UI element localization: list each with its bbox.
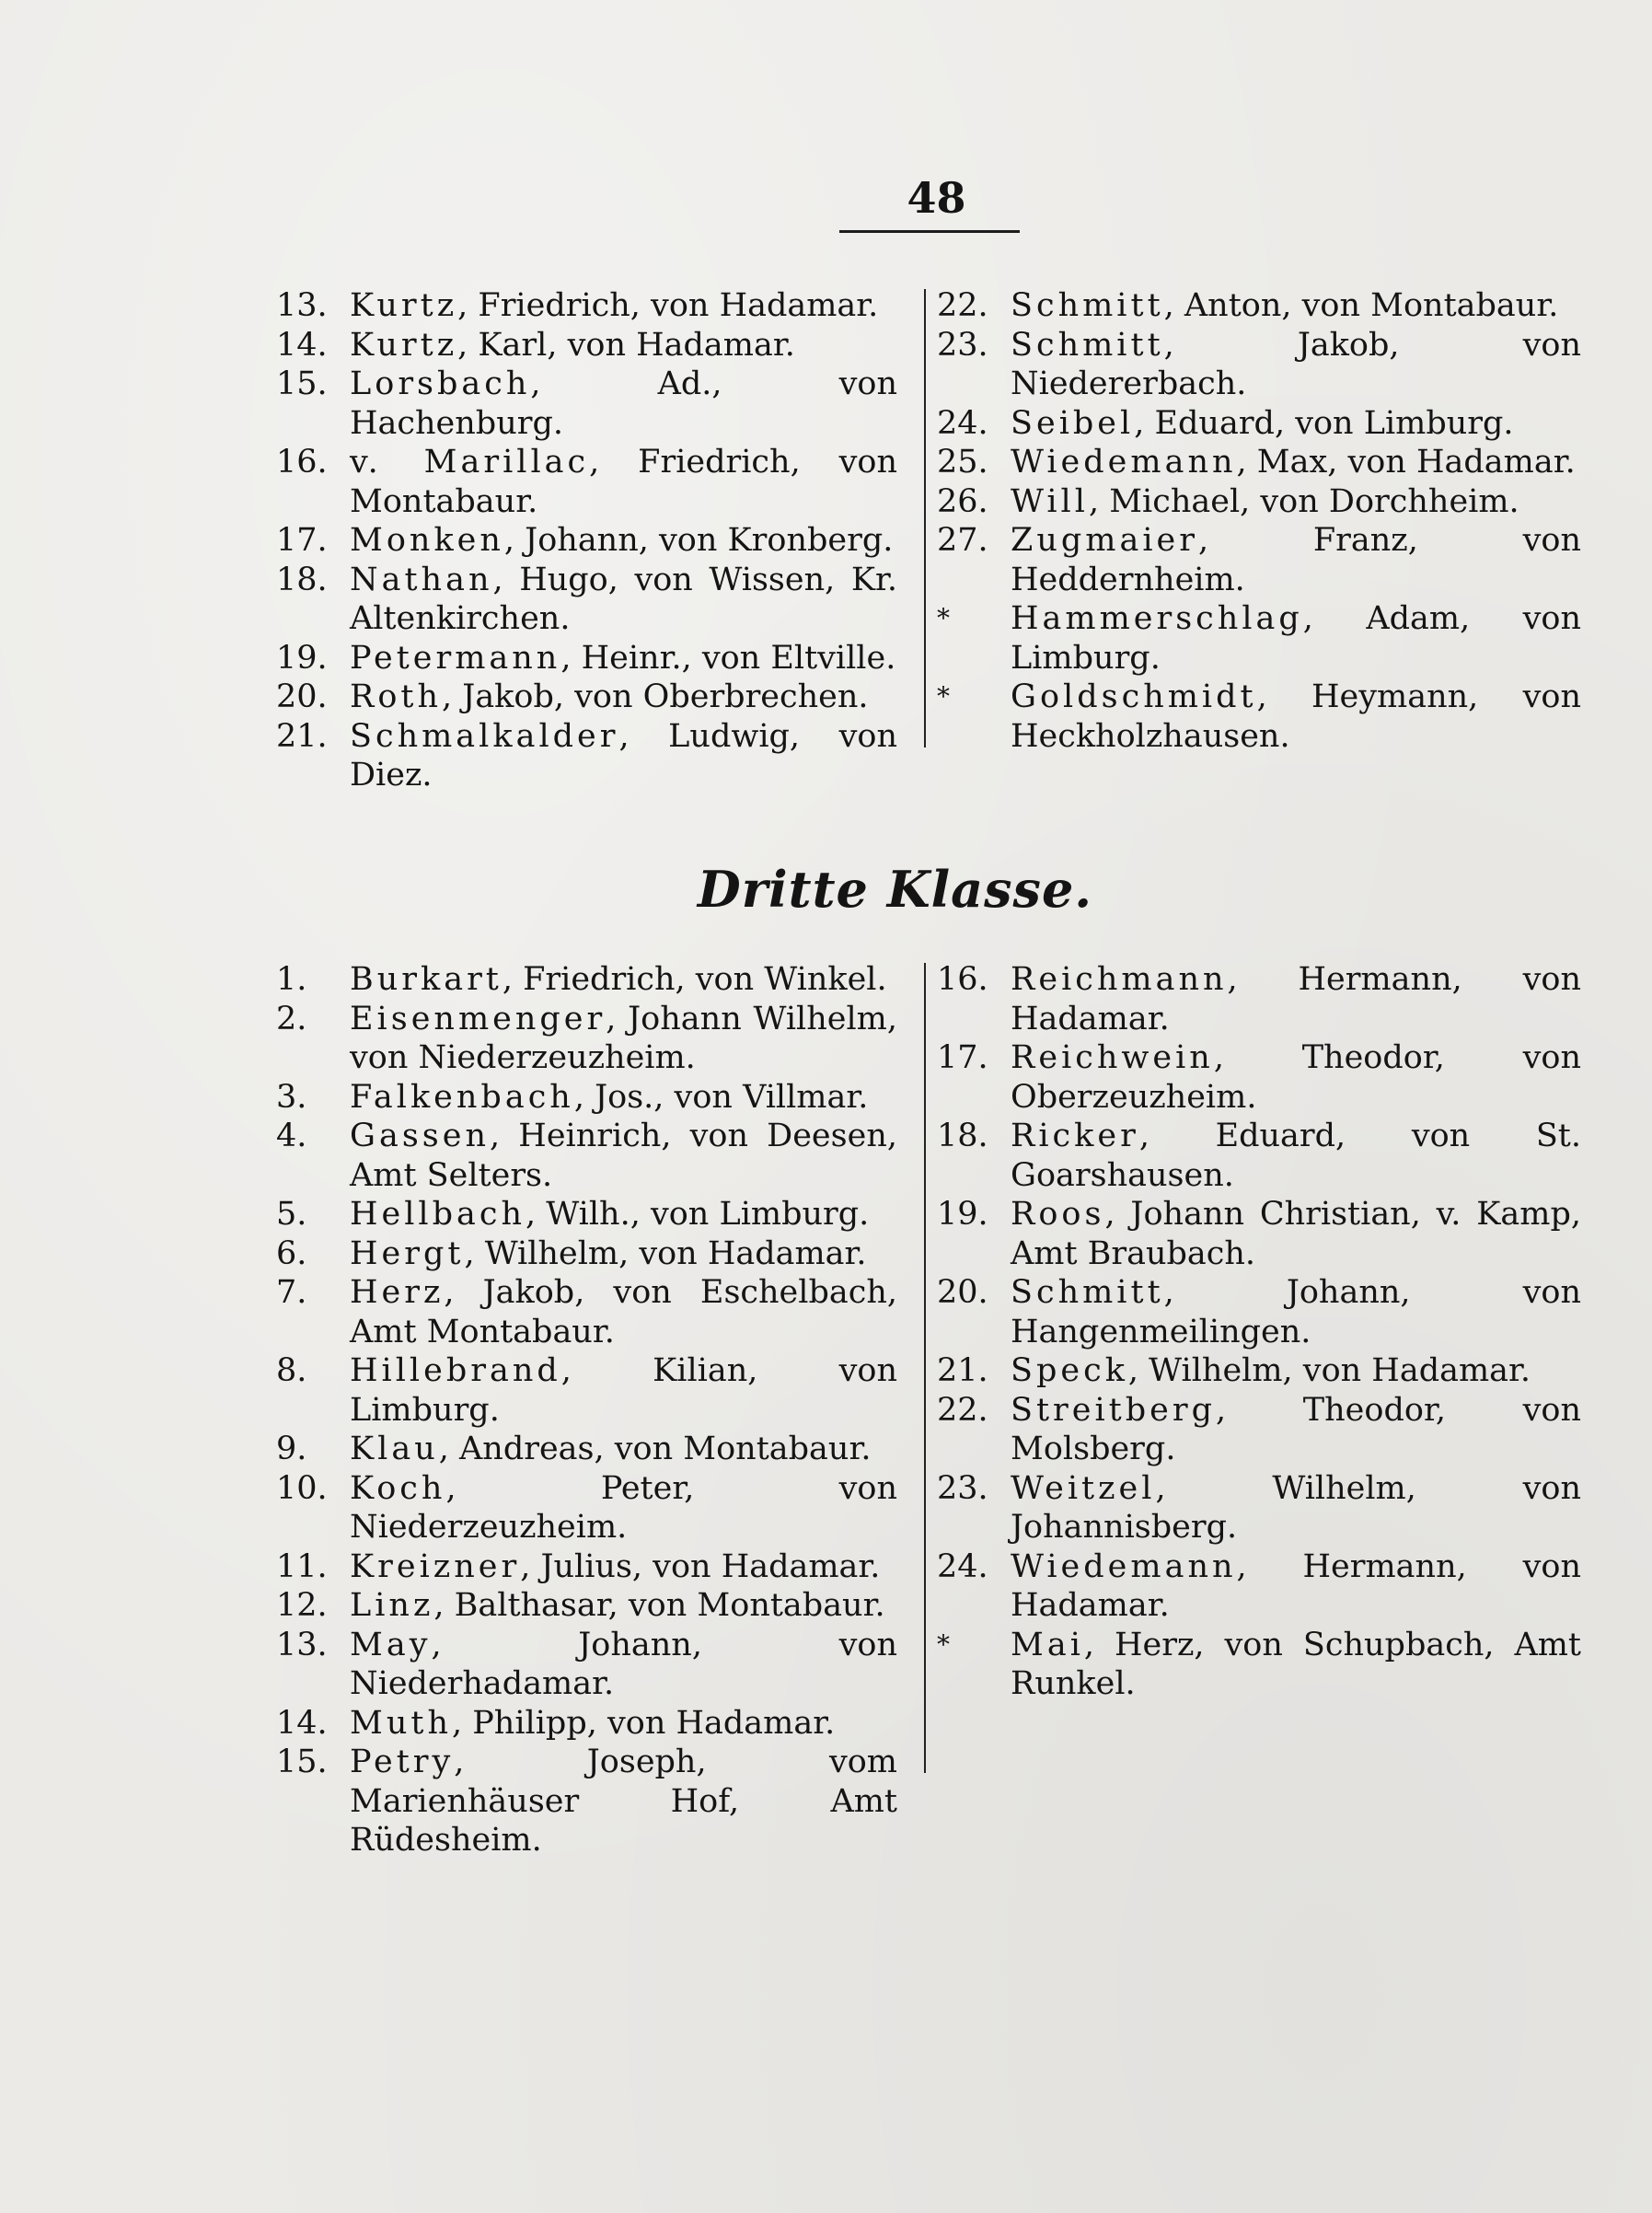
list-entry <box>276 1469 897 1547</box>
entry-surname: Burkart <box>350 961 503 998</box>
entry-details: , Johann Wilhelm, von Niederzeuzheim. <box>350 1000 897 1076</box>
entry-number: * <box>937 603 950 633</box>
entry-details: , Herz, von Schupbach, Amt Runkel. <box>1011 1626 1581 1702</box>
list-entry <box>276 1626 897 1704</box>
entry-number: 21. <box>937 1352 988 1389</box>
entry-details: , Ludwig, von Diez. <box>350 717 897 794</box>
entry-number: 14. <box>276 1704 328 1742</box>
entry-number: 23. <box>937 326 988 364</box>
entry-surname: Ricker <box>1011 1118 1139 1154</box>
list-entry <box>276 717 897 795</box>
list-entry <box>276 1430 897 1469</box>
entry-surname: Reichmann <box>1011 961 1228 998</box>
entry-details: , Julius, von Hadamar. <box>520 1547 881 1585</box>
entry-number: 10. <box>276 1469 328 1507</box>
entry-number: 20. <box>937 1274 988 1311</box>
entry-surname: Streitberg <box>1011 1391 1216 1429</box>
entry-surname: Klau <box>350 1431 439 1467</box>
entry-details: , Hugo, von Wissen, Kr. Altenkirchen. <box>350 561 897 637</box>
entry-surname: Mai <box>1011 1626 1084 1663</box>
page-number-rule <box>839 230 1020 233</box>
list-entry <box>276 1586 897 1626</box>
list-entry <box>937 678 1581 756</box>
entry-surname: Speck <box>1011 1352 1128 1389</box>
entry-surname: Seibel <box>1011 404 1135 442</box>
entry-surname: Kurtz <box>350 287 458 324</box>
entry-details: , Johann, von Hangenmeilingen. <box>1011 1274 1581 1350</box>
entry-surname: Nathan <box>350 561 493 598</box>
block-one-left-column <box>276 286 897 795</box>
list-entry <box>276 1743 897 1860</box>
entry-number: 7. <box>276 1274 307 1311</box>
entry-surname: Petermann <box>350 639 561 677</box>
list-entry <box>937 1038 1581 1117</box>
block-two-column-divider <box>924 963 926 1773</box>
entry-number: * <box>937 681 950 712</box>
entry-surname: May <box>350 1626 432 1663</box>
entry-details: , Theodor, von Oberzeuzheim. <box>1011 1039 1581 1116</box>
entry-details: , Kilian, von Limburg. <box>350 1352 897 1429</box>
block-two-left-column <box>276 960 897 1860</box>
entry-surname: Lorsbach <box>350 365 531 402</box>
block-one-column-divider <box>924 289 926 747</box>
list-entry <box>276 1195 897 1234</box>
entry-details: , Karl, von Hadamar. <box>457 326 795 364</box>
block-two-right-column <box>937 960 1581 1704</box>
entry-details: , Anton, von Montabaur. <box>1163 287 1559 324</box>
entry-number: 22. <box>937 1391 988 1429</box>
entry-surname: Zugmaier <box>1011 522 1198 559</box>
list-entry <box>276 1547 897 1587</box>
list-entry <box>276 521 897 561</box>
list-entry <box>937 286 1581 326</box>
entry-surname: v. Marillac <box>350 444 590 481</box>
entry-number: 9. <box>276 1431 307 1467</box>
entry-details: , Wilh., von Limburg. <box>526 1196 870 1233</box>
list-entry <box>276 678 897 717</box>
entry-details: , Friedrich, von Winkel. <box>502 961 887 998</box>
list-entry <box>276 365 897 443</box>
entry-surname: Wiedemann <box>1011 444 1237 481</box>
entry-details: , Ad., von Hachenburg. <box>350 365 897 442</box>
entry-surname: Linz <box>350 1587 434 1624</box>
list-entry <box>276 1351 897 1430</box>
entry-details: , Balthasar, von Montabaur. <box>433 1587 885 1624</box>
list-entry <box>937 326 1581 404</box>
entry-number: 8. <box>276 1352 307 1389</box>
entry-details: , Adam, von Limburg. <box>1011 600 1581 677</box>
entry-number: 19. <box>276 639 328 677</box>
list-entry <box>937 1195 1581 1273</box>
entry-number: 11. <box>276 1547 328 1585</box>
entry-surname: Schmitt <box>1011 287 1164 324</box>
entry-details: , Jakob, von Oberbrechen. <box>442 678 869 715</box>
section-heading: Dritte Klasse. <box>697 860 1093 919</box>
entry-surname: Roth <box>350 678 443 715</box>
entry-surname: Koch <box>350 1469 446 1507</box>
entry-number: 15. <box>276 365 328 402</box>
entry-surname: Schmalkalder <box>350 717 619 755</box>
entry-details: , Joseph, vom Marienhäuser Hof, Amt Rüdesheim. <box>350 1744 897 1859</box>
entry-number: 13. <box>276 287 328 324</box>
entry-details: , Philipp, von Hadamar. <box>452 1704 836 1742</box>
entry-number: 23. <box>937 1469 988 1507</box>
entry-number: 15. <box>276 1744 328 1780</box>
entry-number: 17. <box>937 1039 988 1076</box>
entry-number: 21. <box>276 717 328 755</box>
entry-details: , Wilhelm, von Johannisberg. <box>1011 1469 1581 1546</box>
list-entry <box>937 482 1581 522</box>
list-entry <box>276 1078 897 1118</box>
list-entry <box>276 1117 897 1195</box>
entry-surname: Monken <box>350 522 504 559</box>
entry-number: 13. <box>276 1626 328 1663</box>
entry-details: , Jakob, von Eschelbach, Amt Montabaur. <box>350 1274 897 1350</box>
list-entry <box>937 1351 1581 1391</box>
entry-number: 17. <box>276 522 328 559</box>
list-entry <box>937 960 1581 1038</box>
entry-number: 18. <box>276 561 328 598</box>
entry-details: , Friedrich, von Montabaur. <box>350 444 897 520</box>
entry-number: 25. <box>937 444 988 481</box>
entry-number: 4. <box>276 1118 307 1154</box>
list-entry <box>937 404 1581 444</box>
list-entry <box>937 599 1581 678</box>
entry-number: 19. <box>937 1196 988 1233</box>
list-entry <box>937 521 1581 599</box>
entry-details: , Eduard, von Limburg. <box>1134 404 1514 442</box>
block-one-right-column <box>937 286 1581 756</box>
entry-number: 12. <box>276 1587 328 1624</box>
entry-surname: Herz <box>350 1274 445 1311</box>
entry-surname: Muth <box>350 1704 452 1742</box>
list-entry <box>276 960 897 1000</box>
list-entry <box>276 443 897 521</box>
entry-details: , Max, von Hadamar. <box>1236 444 1576 481</box>
entry-details: , Eduard, von St. Goarshausen. <box>1011 1118 1581 1194</box>
entry-number: 20. <box>276 678 328 715</box>
list-entry <box>276 1704 897 1744</box>
entry-surname: Hammerschlag <box>1011 600 1303 637</box>
entry-surname: Reichwein <box>1011 1039 1214 1076</box>
entry-surname: Will <box>1011 482 1089 520</box>
entry-number: 5. <box>276 1196 307 1233</box>
entry-number: 3. <box>276 1078 307 1116</box>
entry-surname: Roos <box>1011 1196 1105 1233</box>
entry-surname: Weitzel <box>1011 1469 1156 1507</box>
entry-number: 24. <box>937 404 988 442</box>
entry-details: , Wilhelm, von Hadamar. <box>464 1234 867 1272</box>
entry-details: , Heinr., von Eltville. <box>560 639 896 677</box>
entry-details: , Johann, von Kronberg. <box>503 522 894 559</box>
entry-surname: Kurtz <box>350 326 458 364</box>
entry-details: , Hermann, von Hadamar. <box>1011 961 1581 1037</box>
list-entry <box>276 286 897 326</box>
entry-number: 16. <box>276 444 328 481</box>
list-entry <box>937 1391 1581 1469</box>
entry-details: , Jakob, von Niedererbach. <box>1011 326 1581 402</box>
entry-number: 16. <box>937 961 988 998</box>
entry-number: 26. <box>937 482 988 520</box>
list-entry <box>276 1234 897 1274</box>
entry-number: * <box>937 1628 950 1660</box>
list-entry <box>937 1547 1581 1626</box>
entry-surname: Petry <box>350 1744 455 1780</box>
entry-surname: Eisenmenger <box>350 1000 607 1037</box>
entry-details: , Theodor, von Molsberg. <box>1011 1391 1581 1467</box>
list-entry <box>937 1626 1581 1704</box>
entry-surname: Goldschmidt <box>1011 678 1257 715</box>
entry-number: 22. <box>937 287 988 324</box>
list-entry <box>276 326 897 365</box>
entry-surname: Hellbach <box>350 1196 526 1233</box>
list-entry <box>276 561 897 639</box>
entry-details: , Franz, von Heddernheim. <box>1011 522 1581 598</box>
list-entry <box>937 1273 1581 1351</box>
entry-details: , Heymann, von Heckholzhausen. <box>1011 678 1581 755</box>
entry-details: , Heinrich, von Deesen, Amt Selters. <box>350 1118 897 1194</box>
entry-number: 24. <box>937 1547 988 1585</box>
entry-number: 6. <box>276 1234 307 1272</box>
entry-surname: Falkenbach <box>350 1078 574 1116</box>
entry-details: , Jos., von Villmar. <box>573 1078 869 1116</box>
list-entry <box>937 443 1581 482</box>
entry-details: , Hermann, von Hadamar. <box>1011 1547 1581 1624</box>
list-entry <box>276 1273 897 1351</box>
entry-surname: Hergt <box>350 1234 465 1272</box>
entry-details: , Andreas, von Montabaur. <box>438 1431 872 1467</box>
entry-surname: Schmitt <box>1011 1274 1164 1311</box>
entry-surname: Kreizner <box>350 1547 521 1585</box>
list-entry <box>276 1000 897 1078</box>
entry-details: , Johann Christian, v. Kamp, Amt Braubach. <box>1011 1196 1581 1272</box>
entry-number: 27. <box>937 522 988 559</box>
entry-details: , Michael, von Dorchheim. <box>1088 482 1519 520</box>
entry-surname: Hillebrand <box>350 1352 561 1389</box>
entry-details: , Wilhelm, von Hadamar. <box>1127 1352 1531 1389</box>
entry-surname: Wiedemann <box>1011 1547 1237 1585</box>
entry-details: , Peter, von Niederzeuzheim. <box>350 1469 897 1546</box>
entry-number: 18. <box>937 1118 988 1154</box>
entry-number: 14. <box>276 326 328 364</box>
list-entry <box>937 1117 1581 1195</box>
entry-number: 1. <box>276 961 307 998</box>
list-entry <box>937 1469 1581 1547</box>
entry-number: 2. <box>276 1000 307 1037</box>
list-entry <box>276 639 897 678</box>
page-number: 48 <box>907 173 966 223</box>
entry-surname: Gassen <box>350 1118 491 1154</box>
entry-details: , Johann, von Niederhadamar. <box>350 1626 897 1702</box>
entry-surname: Schmitt <box>1011 326 1164 364</box>
entry-details: , Friedrich, von Hadamar. <box>457 287 879 324</box>
